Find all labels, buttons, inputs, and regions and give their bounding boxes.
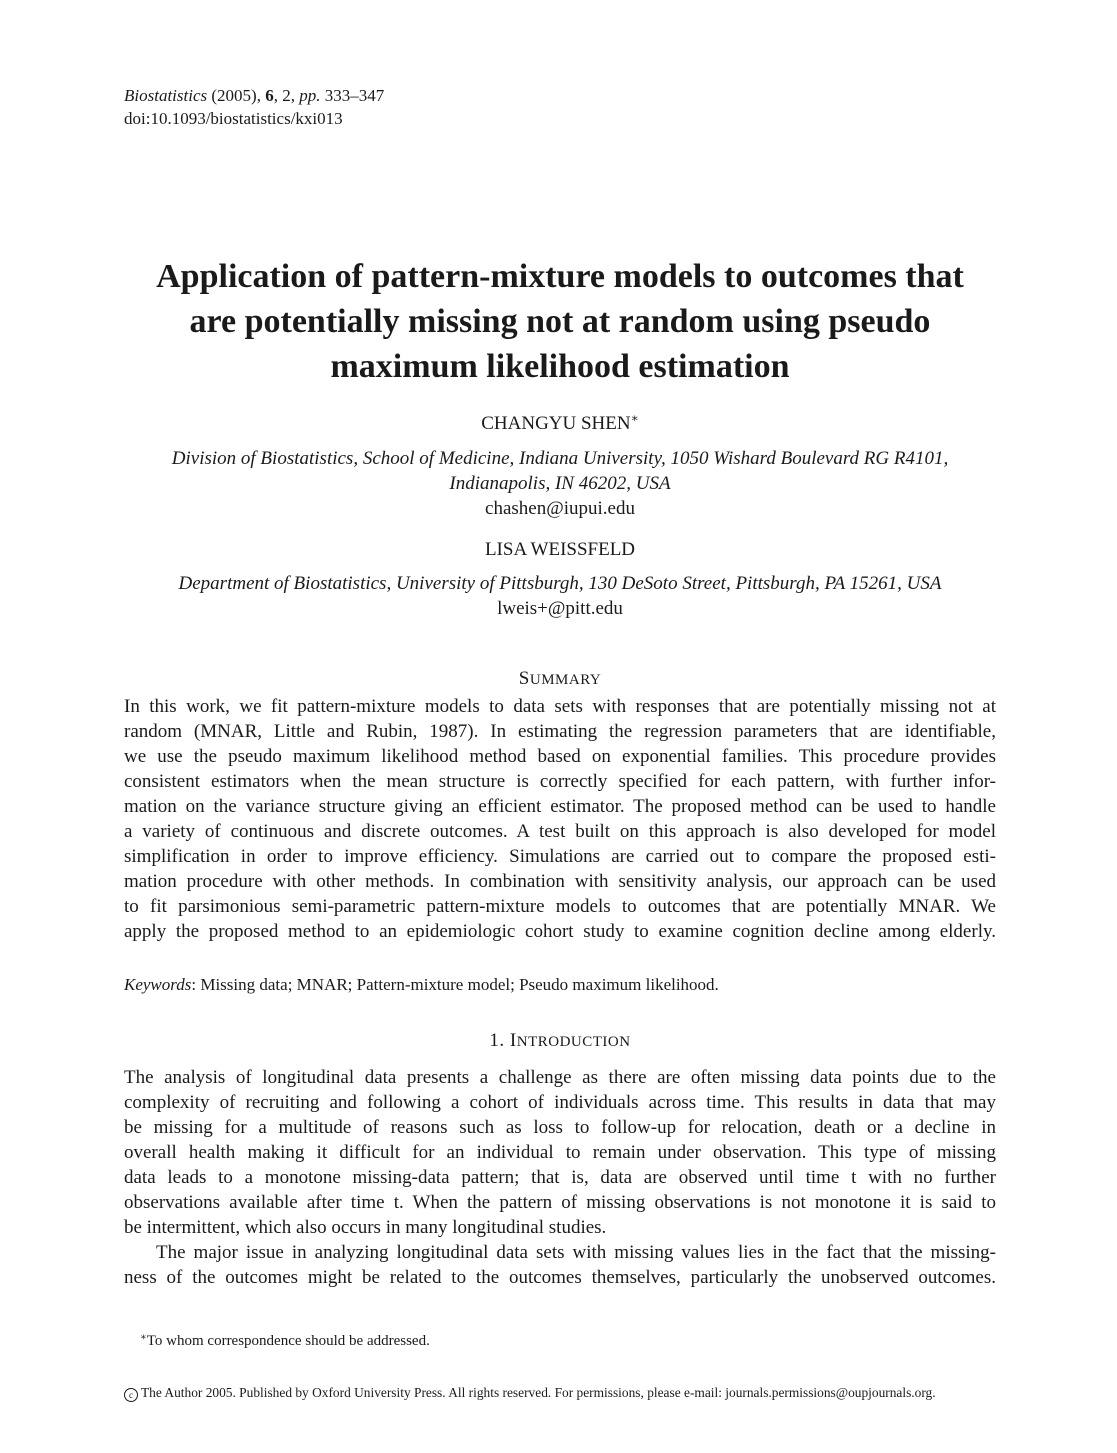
footnote-mark: ∗	[140, 1332, 147, 1343]
copyright-notice	[124, 1384, 997, 1402]
heading-initial: I	[509, 1030, 517, 1051]
journal-volume: 6	[265, 86, 274, 105]
text-line: to fit parsimonious semi-parametric pattern-mixture models to outcomes that are potentially MNAR. We	[124, 896, 996, 917]
introduction-paragraph	[124, 1065, 996, 1290]
text-line: apply the proposed method to an epidemiologic cohort study to examine cognition decline among elderly.	[124, 921, 996, 942]
introduction-heading	[120, 1030, 1000, 1052]
paper-title	[120, 254, 1000, 389]
copyright-icon: c	[124, 1388, 138, 1402]
text-line: consistent estimators when the mean structure is correctly specified for each pattern, with further infor-	[124, 771, 996, 792]
text-line: mation on the variance structure giving an efficient estimator. The proposed method can be used to handle	[124, 796, 996, 817]
text-line: be intermittent, which also occurs in many longitudinal studies.	[124, 1217, 607, 1238]
text-line: be missing for a multitude of reasons such as loss to follow-up for relocation, death or a decline in	[124, 1117, 996, 1138]
text-line: a variety of continuous and discrete outcomes. A test built on this approach is also developed for model	[124, 821, 996, 842]
text-line: overall health making it difficult for an individual to remain under observation. This type of missing	[124, 1142, 996, 1163]
summary-heading	[120, 668, 1000, 690]
author-name-text: CHANGYU SHEN	[481, 413, 631, 434]
journal-pages: 333–347	[324, 86, 385, 105]
affiliation-line: Indianapolis, IN 46202, USA	[449, 473, 671, 494]
keywords-label: Keywords	[124, 975, 192, 994]
affiliation-line: Department of Biostatistics, University of Pittsburgh, 130 DeSoto Street, Pittsburgh, PA 15261, USA	[178, 573, 942, 594]
text-line: ness of the outcomes might be related to the outcomes themselves, particularly the unobserved outcomes.	[124, 1267, 996, 1288]
author-email: chashen@iupui.edu	[485, 498, 635, 519]
citation-line: Biostatistics (2005), 6, 2, pp. 333–347	[124, 86, 385, 105]
text-line: simplification in order to improve efficiency. Simulations are carried out to compare the proposed esti-	[124, 846, 996, 867]
affiliation-line: Division of Biostatistics, School of Medicine, Indiana University, 1050 Wishard Boulevard RG R4101,	[171, 448, 949, 469]
text-line: The major issue in analyzing longitudinal data sets with missing values lies in the fact that the missing-	[156, 1242, 996, 1263]
author-affiliation	[120, 571, 1000, 621]
text-line: random (MNAR, Little and Rubin, 1987). In estimating the regression parameters that are identifiable,	[124, 721, 996, 742]
text-line: we use the pseudo maximum likelihood method based on exponential families. This procedure provides	[124, 746, 996, 767]
pages-label: pp.	[299, 86, 321, 105]
journal-header	[124, 84, 384, 130]
section-number: 1.	[489, 1030, 510, 1051]
footnote	[140, 1331, 430, 1351]
doi: doi:10.1093/biostatistics/kxi013	[124, 109, 343, 128]
heading-rest: NTRODUCTION	[516, 1034, 631, 1050]
keywords-text: : Missing data; MNAR; Pattern-mixture model; Pseudo maximum likelihood.	[191, 975, 719, 994]
text-line: In this work, we fit pattern-mixture models to data sets with responses that are potentially missing not at	[124, 696, 996, 717]
author-name	[120, 537, 1000, 562]
journal-year: (2005)	[211, 86, 257, 105]
summary-paragraph	[124, 694, 996, 944]
author-name	[120, 411, 1000, 436]
heading-initial: S	[518, 668, 530, 689]
footnote-text: To whom correspondence should be addressed.	[146, 1333, 430, 1349]
text-line: mation procedure with other methods. In combination with sensitivity analysis, our approach can be used	[124, 871, 996, 892]
heading-rest: UMMARY	[529, 672, 602, 688]
text-line: observations available after time t. When the pattern of missing observations is not monotone it is said to	[124, 1192, 996, 1213]
author-affiliation	[120, 446, 1000, 521]
text-line: complexity of recruiting and following a cohort of individuals across time. This results in data that may	[124, 1092, 996, 1113]
text-line: The analysis of longitudinal data presents a challenge as there are often missing data points due to the	[124, 1067, 996, 1088]
author-name-text: LISA WEISSFELD	[484, 539, 636, 560]
title-line: maximum likelihood estimation	[330, 348, 790, 385]
copyright-text: The Author 2005. Published by Oxford University Press. All rights reserved. For permissions, please e-mail: journals.permissions@oupjournals.org.	[141, 1385, 936, 1400]
correspondence-mark: ∗	[630, 411, 639, 425]
title-line: are potentially missing not at random using pseudo	[189, 303, 931, 340]
journal-name: Biostatistics	[124, 86, 208, 105]
keywords	[124, 973, 719, 996]
author-email: lweis+@pitt.edu	[497, 598, 623, 619]
title-line: Application of pattern-mixture models to outcomes that	[156, 258, 964, 295]
text-line: data leads to a monotone missing-data pattern; that is, data are observed until time t with no further	[124, 1167, 996, 1188]
journal-issue: 2,	[282, 86, 295, 105]
